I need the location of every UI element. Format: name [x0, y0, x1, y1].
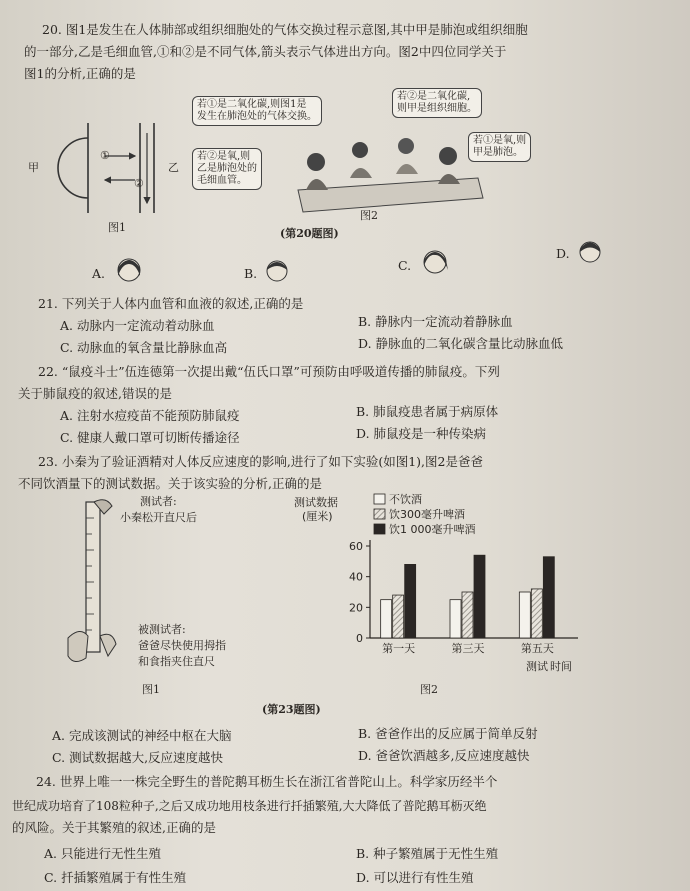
face-b-icon — [262, 254, 292, 286]
q23-option-b: B. 爸爸作出的反应属于简单反射 — [358, 726, 538, 741]
chart-ylabel-2: (厘米) — [302, 510, 333, 523]
q21-option-d: D. 静脉血的二氧化碳含量比动脉血低 — [358, 336, 564, 351]
q23-line1: 23. 小秦为了验证酒精对人体反应速度的影响,进行了如下实验(如图1),图2是爸爸 — [38, 454, 483, 469]
q24-line3: 的风险。关于其繁殖的叙述,正确的是 — [12, 820, 216, 835]
testee-label: 被测试者: — [138, 623, 186, 636]
legend-swatch-2 — [374, 524, 385, 534]
q22-line2: 关于肺鼠疫的叙述,错误的是 — [18, 386, 172, 401]
tester-label: 测试者: — [140, 495, 177, 508]
bar-2-1 — [531, 589, 542, 638]
bubble-b-line1: 若②是二氧化碳, — [397, 91, 471, 102]
tester-desc: 小秦松开直尺后 — [120, 511, 197, 524]
face-d-icon — [574, 234, 606, 268]
bar-2-0 — [519, 592, 530, 638]
bubble-a-line1: 若①是二氧化碳,则图1是 — [197, 99, 307, 110]
reaction-chart — [288, 488, 618, 684]
q23-fig1-caption: 图1 — [142, 683, 160, 696]
q20-fig2-caption: 图2 — [360, 209, 378, 222]
y-tick-label-1: 20 — [349, 601, 363, 615]
x-tick-label-0: 第一天 — [382, 642, 416, 655]
q22-option-d: D. 肺鼠疫是一种传染病 — [356, 426, 487, 441]
x-tick-label-1: 第三天 — [451, 642, 485, 655]
q22-option-b: B. 肺鼠疫患者属于病原体 — [356, 404, 499, 419]
chart-xlabel-1: 测试 — [526, 660, 548, 673]
testee-desc-1: 爸爸尽快使用拇指 — [138, 639, 226, 652]
q20-option-d: D. — [556, 246, 570, 261]
q24-option-a: A. 只能进行无性生殖 — [44, 846, 161, 861]
legend-label-2: 饮1 000毫升啤酒 — [389, 523, 476, 536]
face-c-icon — [418, 244, 452, 278]
legend-swatch-1 — [374, 509, 385, 519]
bubble-d-line2: 甲是肺泡。 — [473, 147, 523, 158]
q23-fig2-caption: 图2 — [420, 683, 438, 696]
q21-option-b: B. 静脉内一定流动着静脉血 — [358, 314, 513, 329]
q24-line1: 24. 世界上唯一一株完全野生的普陀鹅耳枥生长在浙江省普陀山上。科学家历经半个 — [36, 774, 498, 789]
q22-option-a: A. 注射水痘疫苗不能预防肺鼠疫 — [60, 408, 240, 423]
legend-swatch-0 — [374, 494, 385, 504]
q21-stem: 21. 下列关于人体内血管和血液的叙述,正确的是 — [38, 296, 304, 311]
bar-1-2 — [474, 555, 485, 638]
chart-x-labels — [382, 642, 554, 655]
y-tick-label-2: 40 — [349, 570, 363, 584]
q20-line3: 图1的分析,正确的是 — [24, 66, 136, 81]
q24-option-c: C. 扦插繁殖属于有性生殖 — [44, 870, 187, 885]
bar-0-1 — [393, 595, 404, 638]
label-2: ② — [134, 177, 144, 190]
bar-2-2 — [543, 557, 554, 638]
x-tick-label-2: 第五天 — [520, 642, 554, 655]
bar-0-0 — [381, 600, 392, 638]
q23-line2: 不同饮酒量下的测试数据。关于该实验的分析,正确的是 — [18, 476, 322, 491]
bubble-c-line2: 乙是肺泡处的 — [197, 163, 257, 174]
classroom-illustration — [288, 128, 488, 218]
q20-figure2 — [192, 88, 532, 220]
q23-option-a: A. 完成该测试的神经中枢在大脑 — [52, 728, 232, 743]
face-a-icon — [112, 252, 146, 286]
q21-option-a: A. 动脉内一定流动着动脉血 — [60, 318, 215, 333]
q24-option-d: D. 可以进行有性生殖 — [356, 870, 474, 885]
label-1: ① — [100, 149, 110, 162]
bubble-c-line1: 若②是氧,则 — [197, 151, 251, 162]
y-tick-label-0: 0 — [356, 632, 363, 645]
chart-ylabel-1: 测试数据 — [294, 496, 338, 509]
chart-legend — [374, 493, 476, 536]
testee-desc-2: 和食指夹住直尺 — [138, 655, 215, 668]
q20-fig1-caption: 图1 — [108, 221, 126, 234]
q20-line1: 20. 图1是发生在人体肺部或组织细胞处的气体交换过程示意图,其中甲是肺泡或组织细胞 — [42, 22, 528, 37]
q23-question-caption: (第23题图) — [262, 703, 321, 716]
label-jia: 甲 — [28, 161, 39, 174]
q20-option-c: C. — [398, 258, 412, 273]
chart-bars — [381, 555, 555, 638]
bubble-d-line1: 若①是氧,则 — [473, 135, 527, 146]
bar-1-1 — [462, 592, 473, 638]
y-tick-label-3: 60 — [349, 540, 363, 553]
legend-label-1: 饮300毫升啤酒 — [389, 508, 465, 521]
q22-line1: 22. “鼠疫斗士”伍连德第一次提出戴“伍氏口罩”可预防由呼吸道传播的肺鼠疫。下列 — [38, 364, 500, 379]
bubble-b-line2: 则甲是组织细胞。 — [397, 103, 477, 114]
label-yi: 乙 — [168, 161, 179, 174]
q20-option-b: B. — [244, 266, 258, 281]
bubble-a-line2: 发生在肺泡处的气体交换。 — [197, 111, 317, 122]
q22-option-c: C. 健康人戴口罩可切断传播途径 — [60, 430, 240, 445]
q24-option-b: B. 种子繁殖属于无性生殖 — [356, 846, 499, 861]
bubble-c-line3: 毛细血管。 — [197, 175, 247, 186]
q20-option-a: A. — [92, 266, 106, 281]
bar-0-2 — [405, 564, 416, 638]
bubble-c — [192, 148, 262, 190]
q20-line2: 的一部分,乙是毛细血管,①和②是不同气体,箭头表示气体进出方向。图2中四位同学关于 — [24, 44, 507, 59]
bubble-a — [192, 96, 322, 126]
bar-1-0 — [450, 600, 461, 638]
q21-option-c: C. 动脉血的氧含量比静脉血高 — [60, 340, 228, 355]
q20-question-caption: (第20题图) — [280, 227, 339, 240]
bubble-b — [392, 88, 482, 118]
q23-option-c: C. 测试数据越大,反应速度越快 — [52, 750, 224, 765]
q23-option-d: D. 爸爸饮酒越多,反应速度越快 — [358, 748, 530, 763]
legend-label-0: 不饮酒 — [389, 493, 422, 506]
q24-line2: 世纪成功培育了108粒种子,之后又成功地用枝条进行扦插繁殖,大大降低了普陀鹅耳枥灭绝 — [12, 799, 487, 813]
chart-xlabel-2: 时间 — [550, 660, 572, 673]
